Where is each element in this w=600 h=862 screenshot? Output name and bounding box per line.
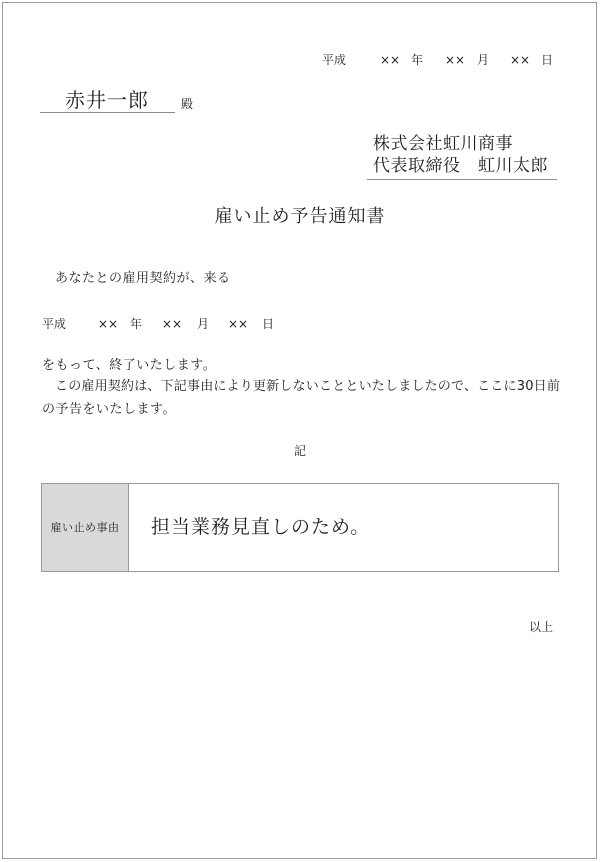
- sender-underline: [367, 179, 557, 180]
- end-date-day-unit: 日: [262, 317, 275, 331]
- header-date-day-unit: 日: [541, 53, 554, 67]
- header-date-month: ××: [445, 53, 466, 67]
- closing-text: 以上: [529, 620, 554, 634]
- reason-table: [41, 483, 559, 572]
- end-date-year: ××: [98, 317, 119, 331]
- reason-label: 雇い止め事由: [50, 521, 120, 534]
- header-date-month-unit: 月: [477, 53, 490, 67]
- reason-label-cell: [42, 484, 129, 571]
- header-date-era: 平成: [322, 53, 347, 67]
- recipient-underline: [40, 112, 175, 113]
- recipient-honorific: 殿: [181, 97, 194, 111]
- sender-representative: 代表取締役 虹川太郎: [373, 156, 548, 176]
- end-date-month: ××: [162, 317, 183, 331]
- header-date-year-unit: 年: [411, 53, 424, 67]
- body-line-1: あなたとの雇用契約が、来る: [55, 271, 231, 286]
- end-date-day: ××: [228, 317, 249, 331]
- body-line-3: この雇用契約は、下記事由により更新しないことといたしましたので、ここに30日前: [55, 379, 561, 394]
- page-border: [2, 2, 597, 859]
- header-date-year: ××: [380, 53, 401, 67]
- header-date-day: ××: [510, 53, 531, 67]
- body-line-4: の予告をいたします。: [42, 402, 176, 417]
- reason-value-cell: [129, 484, 558, 571]
- ki-marker: 記: [293, 444, 306, 458]
- document-title: 雇い止め予告通知書: [214, 206, 386, 227]
- reason-value: 担当業務見直しのため。: [151, 516, 371, 538]
- end-date-year-unit: 年: [130, 317, 143, 331]
- body-line-2: をもって、終了いたします。: [42, 358, 217, 373]
- end-date-month-unit: 月: [197, 317, 210, 331]
- end-date-era: 平成: [42, 317, 67, 331]
- sender-company: 株式会社虹川商事: [373, 134, 513, 154]
- recipient-name: 赤井一郎: [65, 88, 149, 112]
